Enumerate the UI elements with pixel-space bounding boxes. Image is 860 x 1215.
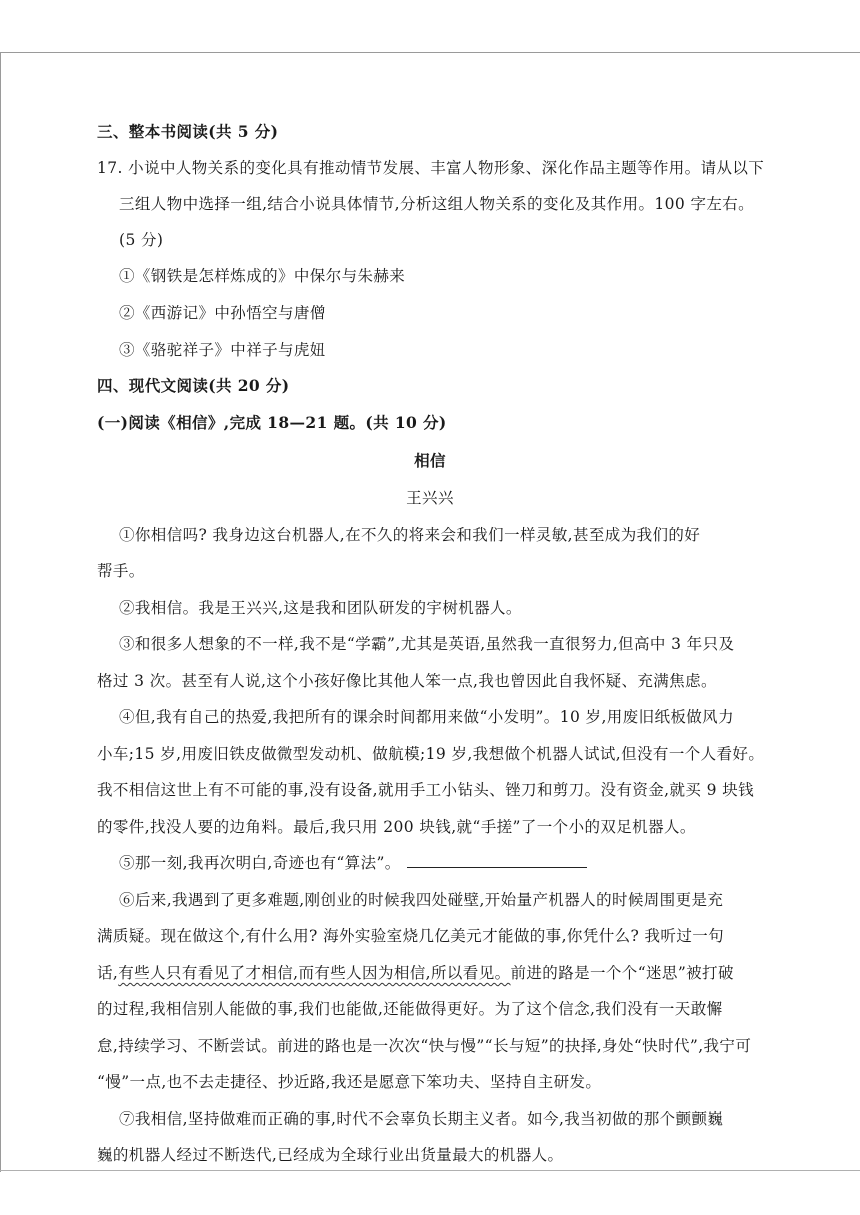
question17-points: (5 分) <box>119 231 164 249</box>
paragraph5-text: ⑤那一刻,我再次明白,奇迹也有“算法”。 <box>119 854 401 872</box>
article-title: 相信 <box>414 451 446 470</box>
paragraph6-line2: 满质疑。现在做这个,有什么用? 海外实验室烧几亿美元才能做的事,你凭什么? 我听过一句 <box>97 927 725 945</box>
question17-option3: ③《骆驼祥子》中祥子与虎妞 <box>119 341 326 359</box>
paragraph6-line3 <box>97 963 734 983</box>
section3-heading: 三、整本书阅读(共 5 分) <box>97 122 279 141</box>
question17-line2: 三组人物中选择一组,结合小说具体情节,分析这组人物关系的变化及其作用。100 字左右。 <box>119 195 755 213</box>
paragraph1-line1: ①你相信吗? 我身边这台机器人,在不久的将来会和我们一样灵敏,甚至成为我们的好 <box>119 526 701 544</box>
section4-heading: 四、现代文阅读(共 20 分) <box>97 376 290 395</box>
paragraph3-line2: 格过 3 次。甚至有人说,这个小孩好像比其他人笨一点,我也曾因此自我怀疑、充满焦虑。 <box>97 672 717 690</box>
paragraph5 <box>119 853 587 873</box>
paragraph6-line3-end: 前进的路是一个个“迷思”被打破 <box>510 964 734 982</box>
part1-heading: (一)阅读《相信》,完成 18—21 题。(共 10 分) <box>97 413 447 432</box>
question17-option2: ②《西游记》中孙悟空与唐僧 <box>119 304 326 322</box>
paragraph6-line5: 怠,持续学习、不断尝试。前进的路也是一次次“快与慢”“长与短”的抉择,身处“快时代”,我宁可 <box>97 1037 752 1055</box>
paragraph4-line3: 我不相信这世上有不可能的事,没有设备,就用手工小钻头、锉刀和剪刀。没有资金,就买 9 块钱 <box>97 781 754 799</box>
wavy-underlined-sentence: 有些人只有看见了才相信,而有些人因为相信,所以看见。 <box>118 964 511 982</box>
question17-line1: 17. 小说中人物关系的变化具有推动情节发展、丰富人物形象、深化作品主题等作用。请从以下 <box>97 159 765 177</box>
paragraph6-line3-start: 话, <box>97 964 119 982</box>
question17-option1: ①《钢铁是怎样炼成的》中保尔与朱赫来 <box>119 267 406 285</box>
paragraph2: ②我相信。我是王兴兴,这是我和团队研发的宇树机器人。 <box>119 599 522 617</box>
article-author: 王兴兴 <box>406 489 454 507</box>
paragraph7-line2: 巍的机器人经过不断迭代,已经成为全球行业出货量最大的机器人。 <box>97 1146 564 1164</box>
paragraph6-line4: 的过程,我相信别人能做的事,我们也能做,还能做得更好。为了这个信念,我们没有一天敢懈 <box>97 1000 723 1018</box>
paragraph3-line1: ③和很多人想象的不一样,我不是“学霸”,尤其是英语,虽然我一直很努力,但高中 3 年只及 <box>119 635 735 653</box>
paragraph4-line4: 的零件,找没人要的边角料。最后,我只用 200 块钱,就“手搓”了一个小的双足机器人。 <box>97 818 696 836</box>
paragraph4-line2: 小车;15 岁,用废旧铁皮做微型发动机、做航模;19 岁,我想做个机器人试试,但没有一个人看好。 <box>97 745 765 763</box>
paragraph6-line1: ⑥后来,我遇到了更多难题,刚创业的时候我四处碰壁,开始量产机器人的时候周围更是充 <box>119 891 724 909</box>
paragraph4-line1: ④但,我有自己的热爱,我把所有的课余时间都用来做“小发明”。10 岁,用废旧纸板做风力 <box>119 708 734 726</box>
paragraph6-line6: “慢”一点,也不去走捷径、抄近路,我还是愿意下笨功夫、坚持自主研发。 <box>97 1073 602 1091</box>
paragraph1-line2: 帮手。 <box>97 562 145 580</box>
paragraph7-line1: ⑦我相信,坚持做难而正确的事,时代不会辜负长期主义者。如今,我当初做的那个颤颤巍 <box>119 1110 724 1128</box>
answer-blank <box>407 853 587 868</box>
